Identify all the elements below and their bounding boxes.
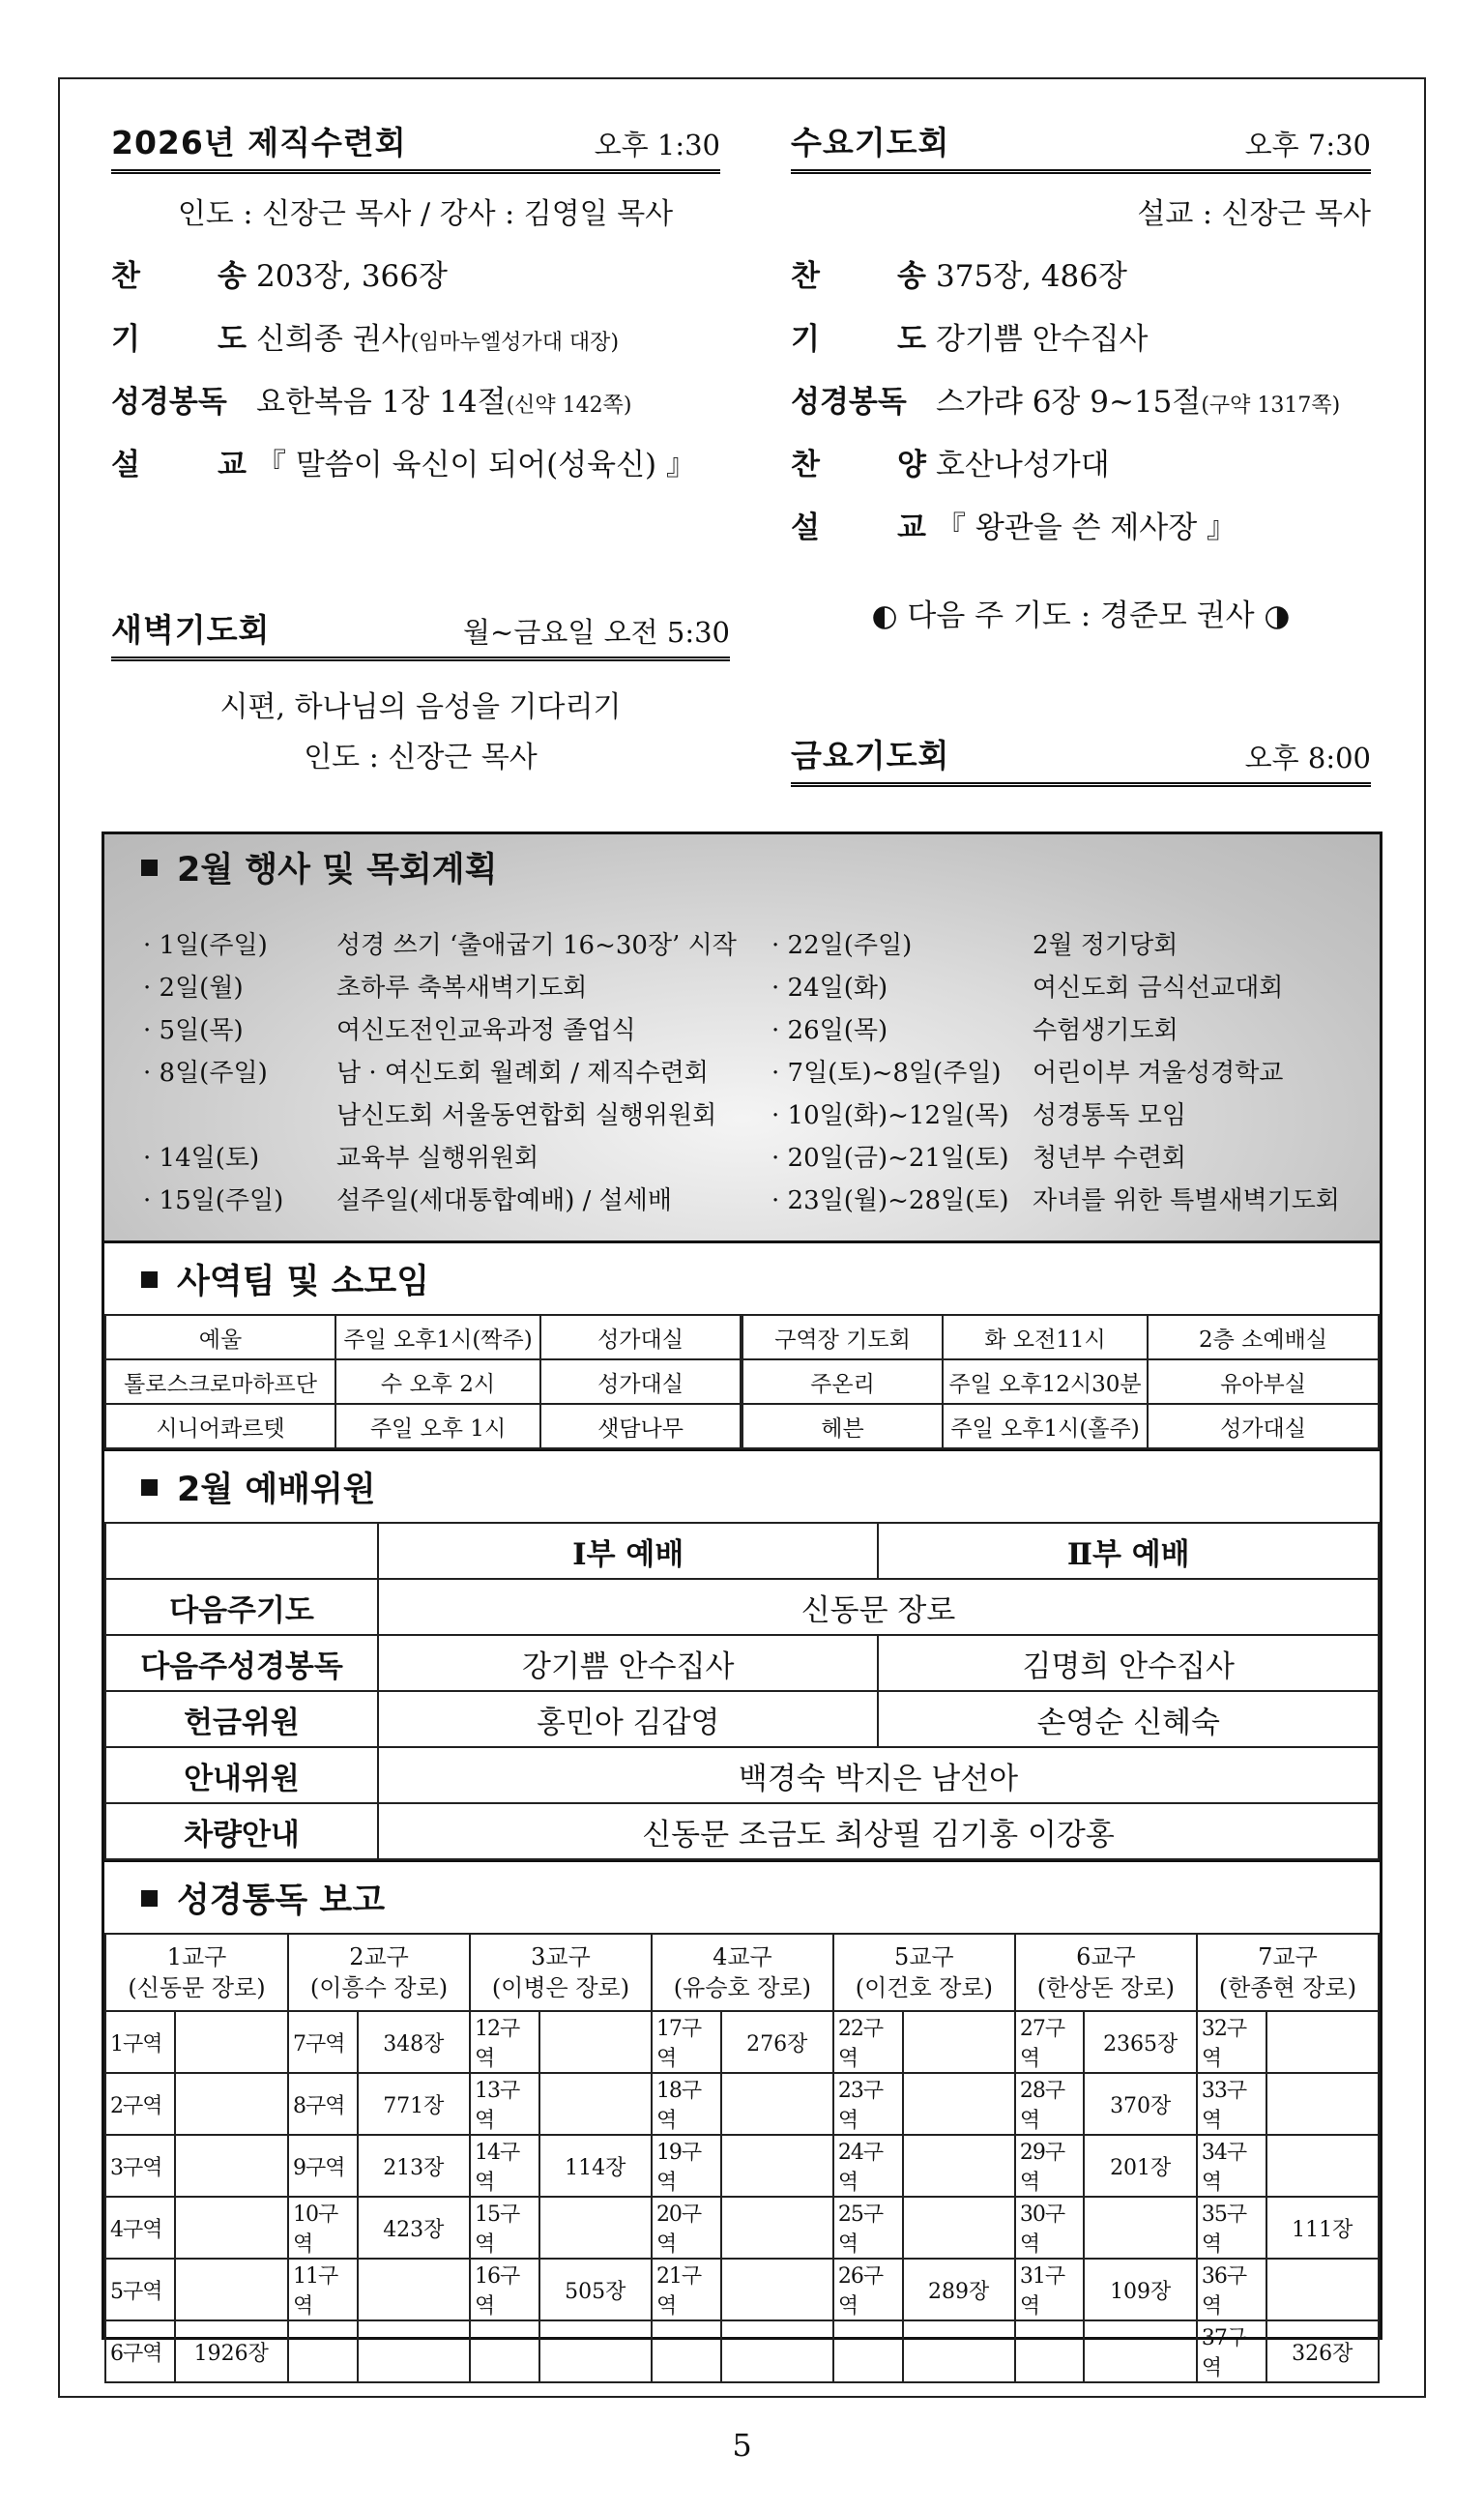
event-item bbox=[143, 1049, 737, 1092]
reading-row bbox=[105, 2135, 1379, 2197]
zone-count bbox=[1266, 2259, 1379, 2320]
zone-count bbox=[358, 2259, 470, 2320]
label-char: 성경봉독 bbox=[111, 385, 227, 420]
role-both-services: 백경숙 박지은 남선아 bbox=[378, 1747, 1379, 1803]
zone-count: 111장 bbox=[1266, 2197, 1379, 2259]
service-item-label bbox=[111, 377, 256, 421]
event-date: · 7일(토)~8일(주일) bbox=[771, 1058, 1002, 1088]
worship-roles-table bbox=[104, 1522, 1380, 1860]
district-name: 5교구 bbox=[894, 1943, 954, 1970]
ministry-cell: 주일 오후12시30분 bbox=[943, 1359, 1148, 1404]
dawn-theme: 시편, 하나님의 음성을 기다리기 bbox=[219, 690, 622, 724]
zone-count bbox=[539, 2073, 652, 2135]
event-text: 교육부 실행위원회 bbox=[336, 1143, 539, 1173]
square-bullet-icon bbox=[141, 1479, 158, 1496]
role-label: 안내위원 bbox=[105, 1747, 378, 1803]
event-item bbox=[143, 1177, 737, 1219]
first-service-header: Ⅰ부 예배 bbox=[378, 1523, 878, 1579]
district-leader: (유승호 장로) bbox=[673, 1974, 812, 2001]
item-value-note: (임마누엘성가대 대장) bbox=[410, 331, 620, 355]
zone-name bbox=[833, 2320, 903, 2382]
zone-count bbox=[175, 2073, 288, 2135]
event-text: 성경통독 모임 bbox=[1033, 1100, 1186, 1130]
square-bullet-icon bbox=[141, 1271, 158, 1288]
role-row bbox=[105, 1579, 1379, 1635]
event-item bbox=[771, 1049, 1340, 1092]
reading-row bbox=[105, 2259, 1379, 2320]
jejik-time: 오후 1:30 bbox=[594, 129, 720, 161]
service-item-row bbox=[111, 440, 720, 483]
service-item-row bbox=[791, 440, 1371, 483]
service-item-value bbox=[936, 440, 1110, 483]
zone-name: 17구역 bbox=[652, 2011, 721, 2073]
ministry-cell: 성가대실 bbox=[540, 1359, 742, 1404]
zone-count bbox=[1266, 2011, 1379, 2073]
events-section bbox=[104, 834, 1380, 1243]
district-header bbox=[652, 1934, 833, 2011]
event-text: 2월 정기당회 bbox=[1033, 930, 1178, 960]
label-char: 송 bbox=[897, 259, 926, 294]
ministry-cell: 유아부실 bbox=[1148, 1359, 1379, 1404]
district-name: 1교구 bbox=[166, 1943, 227, 1970]
zone-name bbox=[288, 2320, 358, 2382]
event-date: · 8일(주일) bbox=[143, 1058, 268, 1088]
role-both-services: 신동문 조금도 최상필 김기홍 이강홍 bbox=[378, 1803, 1379, 1859]
worship-roles-section bbox=[104, 1454, 1380, 1862]
label-char: 양 bbox=[897, 448, 926, 482]
district-name: 4교구 bbox=[713, 1943, 772, 1970]
zone-name: 37구역 bbox=[1197, 2320, 1266, 2382]
zone-name: 10구역 bbox=[288, 2197, 358, 2259]
events-title: 2월 행사 및 목회계획 bbox=[104, 834, 1380, 900]
ministry-cell: 성가대실 bbox=[540, 1315, 742, 1359]
event-text: 여신도회 금식선교대회 bbox=[1033, 973, 1284, 1003]
zone-name: 36구역 bbox=[1197, 2259, 1266, 2320]
event-date: · 5일(목) bbox=[143, 1015, 244, 1045]
district-name: 2교구 bbox=[349, 1943, 409, 1970]
wednesday-title: 수요기도회 bbox=[791, 124, 950, 161]
service-item-row bbox=[791, 314, 1371, 358]
service-item-row bbox=[111, 377, 720, 421]
zone-count bbox=[175, 2259, 288, 2320]
role-label: 헌금위원 bbox=[105, 1691, 378, 1747]
event-date: · 23일(월)~28일(토) bbox=[771, 1185, 1009, 1215]
ministry-section bbox=[104, 1246, 1380, 1451]
bible-reading-table bbox=[104, 1933, 1380, 2383]
zone-name: 11구역 bbox=[288, 2259, 358, 2320]
zone-name: 19구역 bbox=[652, 2135, 721, 2197]
zone-name: 1구역 bbox=[105, 2011, 175, 2073]
zone-count: 505장 bbox=[539, 2259, 652, 2320]
reading-title: 성경통독 보고 bbox=[104, 1865, 1380, 1931]
event-date: · 24일(화) bbox=[771, 973, 888, 1003]
zone-count: 109장 bbox=[1084, 2259, 1196, 2320]
zone-count bbox=[721, 2197, 833, 2259]
zone-name: 6구역 bbox=[105, 2320, 175, 2382]
wednesday-preacher: 설교 : 신장근 목사 bbox=[1137, 197, 1371, 231]
zone-name: 15구역 bbox=[470, 2197, 539, 2259]
roles-title: 2월 예배위원 bbox=[104, 1454, 1380, 1520]
role-row bbox=[105, 1747, 1379, 1803]
item-value-text: 요한복음 1장 14절 bbox=[256, 385, 507, 420]
zone-name: 31구역 bbox=[1015, 2259, 1085, 2320]
label-char: 성경봉독 bbox=[791, 385, 907, 420]
label-char: 설 bbox=[111, 448, 140, 482]
ministry-cell: 2층 소예배실 bbox=[1148, 1315, 1379, 1359]
zone-count: 423장 bbox=[358, 2197, 470, 2259]
zone-count bbox=[175, 2011, 288, 2073]
zone-count: 201장 bbox=[1084, 2135, 1196, 2197]
event-item bbox=[771, 921, 1340, 964]
zone-name: 30구역 bbox=[1015, 2197, 1085, 2259]
district-header bbox=[833, 1934, 1015, 2011]
zone-count bbox=[1266, 2135, 1379, 2197]
jejik-header bbox=[111, 114, 720, 174]
district-header bbox=[288, 1934, 470, 2011]
event-date: · 22일(주일) bbox=[771, 930, 913, 960]
ministry-cell: 톨로스크로마하프단 bbox=[105, 1359, 335, 1404]
reading-row bbox=[105, 2073, 1379, 2135]
wednesday-header bbox=[791, 114, 1371, 174]
zone-name: 18구역 bbox=[652, 2073, 721, 2135]
item-value-text: 375장, 486장 bbox=[936, 259, 1127, 294]
zone-count: 771장 bbox=[358, 2073, 470, 2135]
service-item-label bbox=[111, 440, 256, 483]
event-date: · 10일(화)~12일(목) bbox=[771, 1100, 1009, 1130]
zone-count bbox=[539, 2011, 652, 2073]
service-item-label bbox=[791, 503, 936, 546]
zone-count: 289장 bbox=[903, 2259, 1015, 2320]
zone-name bbox=[470, 2320, 539, 2382]
friday-title: 금요기도회 bbox=[791, 737, 950, 774]
friday-prayer-block bbox=[791, 727, 1371, 787]
square-bullet-icon bbox=[141, 860, 158, 876]
ministry-cell: 성가대실 bbox=[1148, 1404, 1379, 1448]
service-item-value bbox=[256, 314, 619, 358]
ministry-cell: 시니어콰르텟 bbox=[105, 1404, 335, 1448]
district-leader: (이병은 장로) bbox=[491, 1974, 630, 2001]
zone-count bbox=[175, 2135, 288, 2197]
zone-name: 24구역 bbox=[833, 2135, 903, 2197]
zone-name: 20구역 bbox=[652, 2197, 721, 2259]
label-char: 기 bbox=[111, 322, 140, 357]
zone-count: 2365장 bbox=[1084, 2011, 1196, 2073]
ministry-cell: 화 오전11시 bbox=[943, 1315, 1148, 1359]
item-value-note: (신약 142쪽) bbox=[506, 394, 632, 418]
service-item-label bbox=[111, 314, 256, 358]
dawn-prayer-block bbox=[111, 601, 730, 775]
zone-name: 13구역 bbox=[470, 2073, 539, 2135]
zone-count bbox=[721, 2320, 833, 2382]
zone-name: 5구역 bbox=[105, 2259, 175, 2320]
role-first-service: 홍민아 김갑영 bbox=[378, 1691, 878, 1747]
role-label: 다음주성경봉독 bbox=[105, 1635, 378, 1691]
zone-count bbox=[903, 2135, 1015, 2197]
label-char: 찬 bbox=[791, 448, 820, 482]
jejik-leader: 인도 : 신장근 목사 / 강사 : 김영일 목사 bbox=[177, 197, 674, 231]
district-header bbox=[105, 1934, 288, 2011]
announcement-box bbox=[102, 831, 1382, 2380]
event-item bbox=[771, 1134, 1340, 1177]
service-item-value bbox=[256, 440, 696, 483]
ministry-cell: 샛담나무 bbox=[540, 1404, 742, 1448]
label-char: 찬 bbox=[111, 259, 140, 294]
role-row bbox=[105, 1691, 1379, 1747]
ministry-row bbox=[105, 1359, 1379, 1404]
zone-count bbox=[903, 2197, 1015, 2259]
item-value-text: 『 말씀이 육신이 되어(성육신) 』 bbox=[256, 448, 697, 482]
zone-count bbox=[903, 2073, 1015, 2135]
event-date: · 2일(월) bbox=[143, 973, 244, 1003]
label-char: 교 bbox=[897, 511, 926, 545]
event-date: · 14일(토) bbox=[143, 1143, 260, 1173]
events-left-column bbox=[143, 921, 737, 1219]
zone-name: 25구역 bbox=[833, 2197, 903, 2259]
second-service-header: Ⅱ부 예배 bbox=[878, 1523, 1379, 1579]
ministry-cell: 주일 오후1시(홀주) bbox=[943, 1404, 1148, 1448]
district-leader: (한종현 장로) bbox=[1218, 1974, 1357, 2001]
ministry-cell: 헤븐 bbox=[742, 1404, 943, 1448]
item-value-text: 『 왕관을 쓴 제사장 』 bbox=[936, 511, 1237, 545]
zone-name: 28구역 bbox=[1015, 2073, 1085, 2135]
zone-name: 4구역 bbox=[105, 2197, 175, 2259]
label-char: 도 bbox=[218, 322, 247, 357]
ministry-row bbox=[105, 1315, 1379, 1359]
event-text: 어린이부 겨울성경학교 bbox=[1033, 1058, 1284, 1088]
service-item-value bbox=[936, 377, 1340, 421]
ministry-cell: 주온리 bbox=[742, 1359, 943, 1404]
event-text: 수험생기도회 bbox=[1033, 1015, 1178, 1045]
reading-row bbox=[105, 2320, 1379, 2382]
zone-name: 33구역 bbox=[1197, 2073, 1266, 2135]
zone-name: 3구역 bbox=[105, 2135, 175, 2197]
item-value-text: 호산나성가대 bbox=[936, 448, 1110, 482]
zone-name: 34구역 bbox=[1197, 2135, 1266, 2197]
service-item-label bbox=[791, 251, 936, 295]
zone-name: 22구역 bbox=[833, 2011, 903, 2073]
role-second-service: 김명희 안수집사 bbox=[878, 1635, 1379, 1691]
ministry-cell: 구역장 기도회 bbox=[742, 1315, 943, 1359]
service-item-value bbox=[936, 314, 1148, 358]
service-item-value bbox=[256, 377, 631, 421]
zone-name: 7구역 bbox=[288, 2011, 358, 2073]
zone-count bbox=[903, 2320, 1015, 2382]
district-header bbox=[470, 1934, 652, 2011]
event-item bbox=[143, 1134, 737, 1177]
zone-name: 2구역 bbox=[105, 2073, 175, 2135]
service-item-label bbox=[791, 440, 936, 483]
event-text: 청년부 수련회 bbox=[1033, 1143, 1186, 1173]
zone-count: 1926장 bbox=[175, 2320, 288, 2382]
event-date: · 20일(금)~21일(토) bbox=[771, 1143, 1009, 1173]
events-right-column bbox=[771, 921, 1340, 1219]
ministry-cell: 수 오후 2시 bbox=[335, 1359, 540, 1404]
district-leader: (한상돈 장로) bbox=[1036, 1974, 1176, 2001]
service-item-row bbox=[111, 251, 720, 295]
zone-name: 21구역 bbox=[652, 2259, 721, 2320]
event-item bbox=[143, 921, 737, 964]
ministry-cell: 주일 오후1시(짝주) bbox=[335, 1315, 540, 1359]
zone-count bbox=[1266, 2073, 1379, 2135]
zone-count: 114장 bbox=[539, 2135, 652, 2197]
event-date: · 26일(목) bbox=[771, 1015, 888, 1045]
item-value-text: 신희종 권사 bbox=[256, 322, 411, 357]
role-label: 차량안내 bbox=[105, 1803, 378, 1859]
square-bullet-icon bbox=[141, 1890, 158, 1907]
district-name: 7교구 bbox=[1258, 1943, 1318, 1970]
district-header bbox=[1015, 1934, 1197, 2011]
zone-name bbox=[1015, 2320, 1085, 2382]
event-date: · 15일(주일) bbox=[143, 1185, 284, 1215]
ministry-cell: 예울 bbox=[105, 1315, 335, 1359]
event-text: 설주일(세대통합예배) / 설세배 bbox=[336, 1185, 672, 1215]
service-item-row bbox=[791, 377, 1371, 421]
jejik-title: 2026년 제직수련회 bbox=[111, 124, 407, 161]
zone-name: 12구역 bbox=[470, 2011, 539, 2073]
zone-name: 14구역 bbox=[470, 2135, 539, 2197]
event-text: 자녀를 위한 특별새벽기도회 bbox=[1033, 1185, 1340, 1215]
jejik-retreat-block bbox=[111, 114, 720, 483]
district-name: 6교구 bbox=[1076, 1943, 1136, 1970]
service-item-label bbox=[791, 314, 936, 358]
zone-count: 370장 bbox=[1084, 2073, 1196, 2135]
role-row bbox=[105, 1635, 1379, 1691]
event-text: 초하루 축복새벽기도회 bbox=[336, 973, 588, 1003]
service-item-value bbox=[256, 251, 448, 295]
zone-name: 26구역 bbox=[833, 2259, 903, 2320]
district-header bbox=[1197, 1934, 1379, 2011]
event-item bbox=[143, 1007, 737, 1049]
label-char: 설 bbox=[791, 511, 820, 545]
zone-name: 23구역 bbox=[833, 2073, 903, 2135]
zone-count bbox=[358, 2320, 470, 2382]
zone-count bbox=[903, 2011, 1015, 2073]
zone-name: 35구역 bbox=[1197, 2197, 1266, 2259]
event-item bbox=[771, 1007, 1340, 1049]
label-char: 도 bbox=[897, 322, 926, 357]
friday-header bbox=[791, 727, 1371, 787]
service-item-value bbox=[936, 503, 1237, 546]
event-item bbox=[771, 964, 1340, 1007]
dawn-time: 월~금요일 오전 5:30 bbox=[463, 616, 730, 649]
event-text: 남신도회 서울동연합회 실행위원회 bbox=[336, 1100, 717, 1130]
ministry-table bbox=[104, 1314, 1380, 1449]
dawn-header bbox=[111, 601, 730, 661]
label-char: 찬 bbox=[791, 259, 820, 294]
page-number: 5 bbox=[732, 2427, 752, 2464]
service-item-label bbox=[791, 377, 936, 421]
zone-name bbox=[652, 2320, 721, 2382]
zone-count bbox=[175, 2197, 288, 2259]
district-name: 3교구 bbox=[531, 1943, 591, 1970]
ministry-title: 사역팀 및 소모임 bbox=[104, 1246, 1380, 1312]
zone-name: 27구역 bbox=[1015, 2011, 1085, 2073]
zone-count: 276장 bbox=[721, 2011, 833, 2073]
roles-corner-cell bbox=[105, 1523, 378, 1579]
service-item-row bbox=[791, 251, 1371, 295]
district-leader: (이건호 장로) bbox=[855, 1974, 993, 2001]
label-char: 교 bbox=[218, 448, 247, 482]
zone-name: 9구역 bbox=[288, 2135, 358, 2197]
dawn-leader: 인도 : 신장근 목사 bbox=[304, 741, 538, 774]
wednesday-time: 오후 7:30 bbox=[1244, 129, 1371, 161]
zone-name: 8구역 bbox=[288, 2073, 358, 2135]
zone-count bbox=[1084, 2320, 1196, 2382]
event-item bbox=[143, 964, 737, 1007]
zone-count bbox=[721, 2073, 833, 2135]
zone-count bbox=[721, 2259, 833, 2320]
event-date: · 1일(주일) bbox=[143, 930, 268, 960]
service-item-row bbox=[791, 503, 1371, 546]
role-second-service: 손영순 신혜숙 bbox=[878, 1691, 1379, 1747]
wednesday-prayer-block bbox=[791, 114, 1371, 634]
role-label: 다음주기도 bbox=[105, 1579, 378, 1635]
role-both-services: 신동문 장로 bbox=[378, 1579, 1379, 1635]
event-text: 여신도전인교육과정 졸업식 bbox=[336, 1015, 636, 1045]
role-row bbox=[105, 1803, 1379, 1859]
service-item-row bbox=[111, 314, 720, 358]
friday-time: 오후 8:00 bbox=[1244, 742, 1371, 774]
role-first-service: 강기쁨 안수집사 bbox=[378, 1635, 878, 1691]
ministry-cell: 주일 오후 1시 bbox=[335, 1404, 540, 1448]
zone-name: 29구역 bbox=[1015, 2135, 1085, 2197]
district-leader: (이흥수 장로) bbox=[309, 1974, 449, 2001]
reading-row bbox=[105, 2011, 1379, 2073]
zone-count: 326장 bbox=[1266, 2320, 1379, 2382]
zone-count bbox=[721, 2135, 833, 2197]
zone-count bbox=[539, 2320, 652, 2382]
zone-count: 213장 bbox=[358, 2135, 470, 2197]
service-item-label bbox=[111, 251, 256, 295]
event-text: 성경 쓰기 ‘출애굽기 16~30장’ 시작 bbox=[336, 930, 737, 960]
reading-row bbox=[105, 2197, 1379, 2259]
zone-name: 16구역 bbox=[470, 2259, 539, 2320]
zone-count: 348장 bbox=[358, 2011, 470, 2073]
item-value-text: 스가랴 6장 9~15절 bbox=[936, 385, 1202, 420]
next-prayer-note: ◐ 다음 주 기도 : 경준모 권사 ◑ bbox=[871, 598, 1291, 633]
service-item-value bbox=[936, 251, 1127, 295]
event-item bbox=[143, 1092, 737, 1134]
item-value-note: (구약 1317쪽) bbox=[1201, 394, 1341, 418]
bible-reading-section bbox=[104, 1865, 1380, 2380]
label-char: 송 bbox=[218, 259, 247, 294]
event-item bbox=[771, 1092, 1340, 1134]
item-value-text: 강기쁨 안수집사 bbox=[936, 322, 1149, 357]
event-text: 남 · 여신도회 월례회 / 제직수련회 bbox=[336, 1058, 709, 1088]
zone-count bbox=[539, 2197, 652, 2259]
event-item bbox=[771, 1177, 1340, 1219]
item-value-text: 203장, 366장 bbox=[256, 259, 448, 294]
ministry-row bbox=[105, 1404, 1379, 1448]
dawn-title: 새벽기도회 bbox=[111, 611, 271, 649]
label-char: 기 bbox=[791, 322, 820, 357]
zone-count bbox=[1084, 2197, 1196, 2259]
district-leader: (신동문 장로) bbox=[128, 1974, 266, 2001]
zone-name: 32구역 bbox=[1197, 2011, 1266, 2073]
